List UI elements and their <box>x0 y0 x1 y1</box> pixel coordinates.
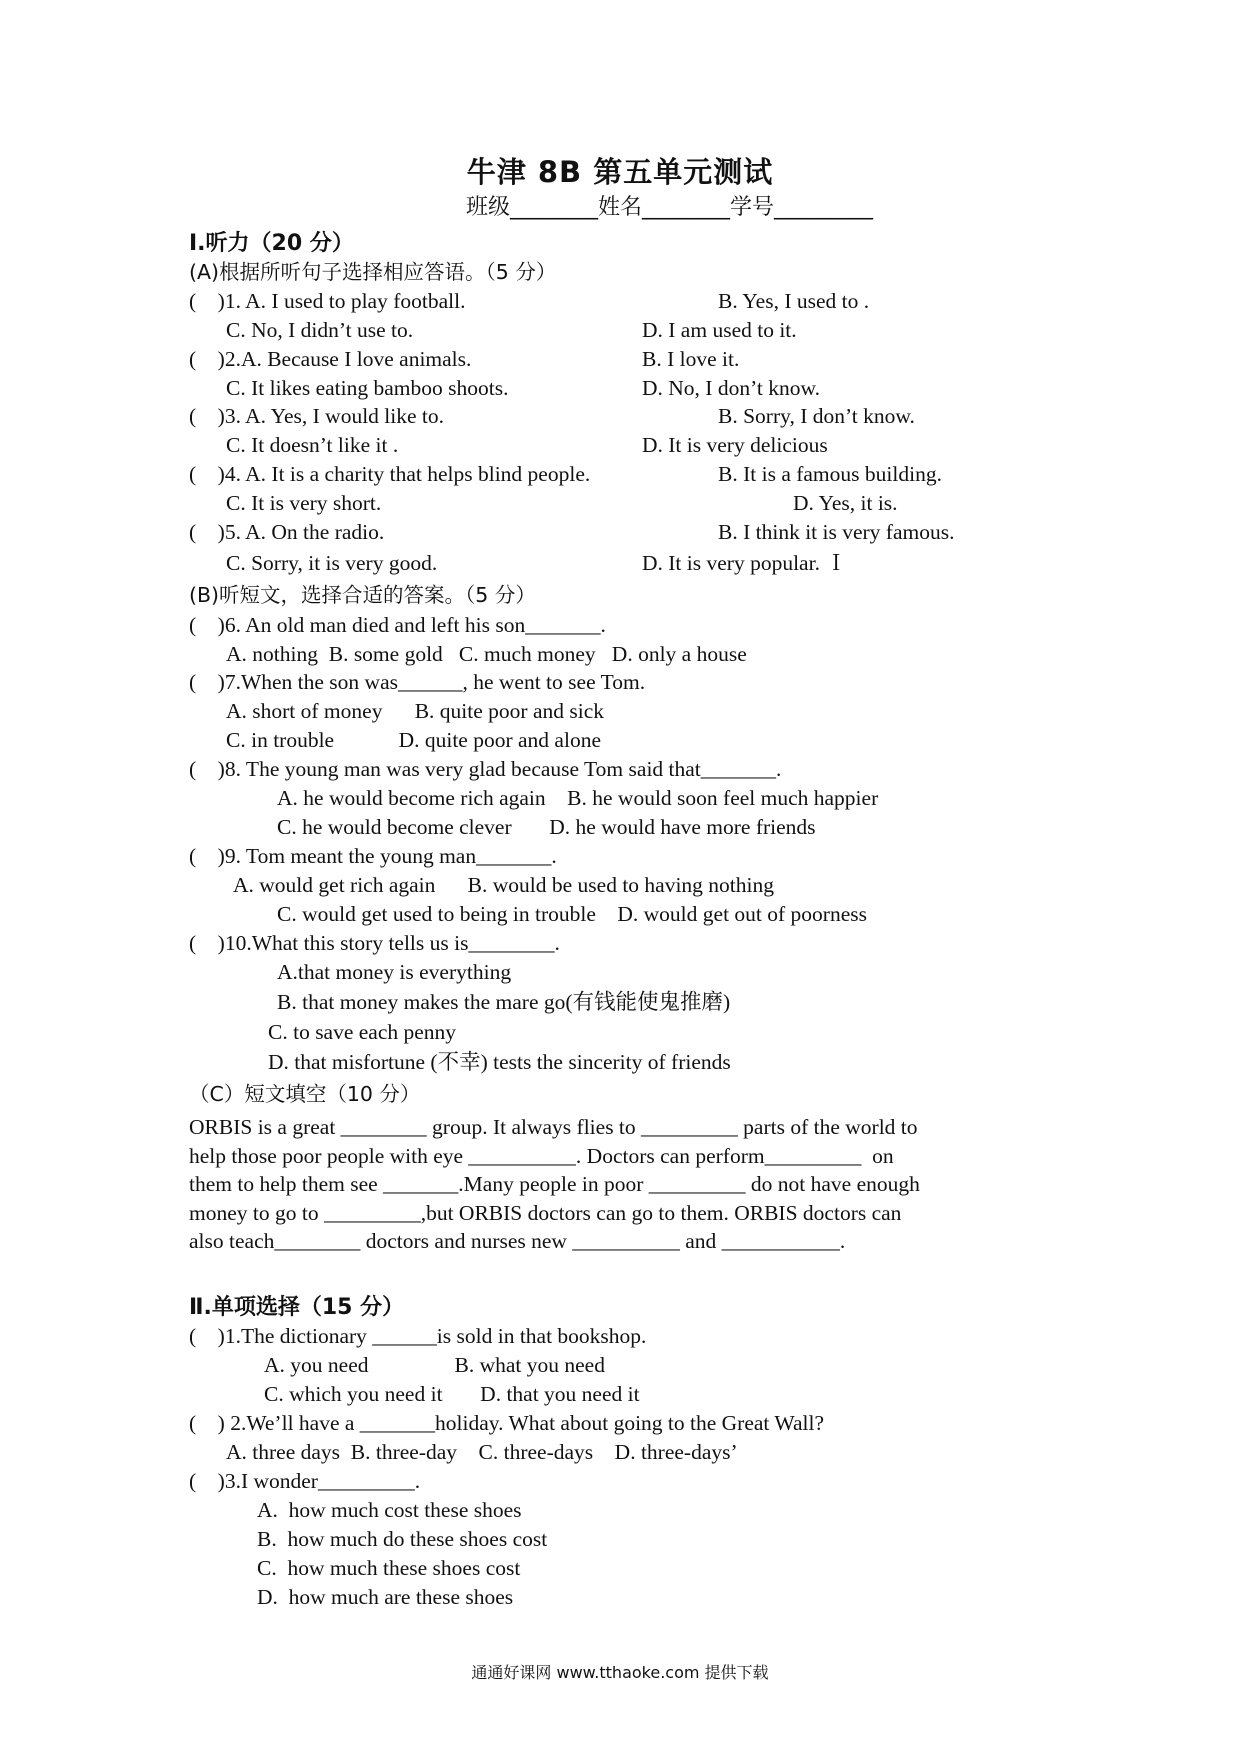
cloze-line: ORBIS is a great ________ group. It always flies to _________ parts of the world to <box>189 1115 918 1139</box>
section-2-heading: Ⅱ.单项选择（15 分） <box>189 1295 405 1320</box>
cloze-line: money to go to _________,but ORBIS doctors can go to them. ORBIS doctors can <box>189 1200 902 1225</box>
question-b6: ( )6. An old man died and left his son_______. <box>189 613 606 637</box>
question-a1-option-d: D. I am used to it. <box>642 318 797 342</box>
question-b7-options-2: C. in trouble D. quite poor and alone <box>226 728 601 752</box>
question-a5-option-b: B. I think it is very famous. <box>718 520 955 544</box>
question-a4-option-d: D. Yes, it is. <box>793 491 898 515</box>
question-b6-options: A. nothing B. some gold C. much money D. only a house <box>226 642 747 666</box>
question-2-2: ( ) 2.We’ll have a _______holiday. What about going to the Great Wall? <box>189 1411 824 1435</box>
question-b9-options-1: A. would get rich again B. would be used to having nothing <box>233 873 775 897</box>
question-b10-option-c: C. to save each penny <box>268 1020 457 1044</box>
question-2-1: ( )1.The dictionary ______is sold in that bookshop. <box>189 1324 647 1348</box>
question-a5-option-d: D. It is very popular. Ｉ <box>642 551 847 575</box>
question-a3-option-c: C. It doesn’t like it . <box>226 433 399 457</box>
question-a4: ( )4. A. It is a charity that helps blind people. <box>189 462 591 486</box>
question-a3-option-b: B. Sorry, I don’t know. <box>718 404 915 428</box>
footer-credit: 通通好课网 www.tthaoke.com 提供下载 <box>471 1663 769 1682</box>
question-2-3-option-c: C. how much these shoes cost <box>257 1556 521 1580</box>
part-c-heading: （C）短文填空（10 分） <box>189 1082 421 1106</box>
student-info-line: 班级________姓名________学号_________ <box>466 195 874 220</box>
part-a-heading: (A)根据所听句子选择相应答语。（5 分） <box>189 260 557 284</box>
question-a1-option-c: C. No, I didn’t use to. <box>226 318 414 342</box>
question-b8-options-1: A. he would become rich again B. he would soon feel much happier <box>277 786 879 810</box>
cloze-line: also teach________ doctors and nurses new __________ and ___________. <box>189 1229 846 1254</box>
question-2-3-option-b: B. how much do these shoes cost <box>257 1527 548 1551</box>
cloze-line: help those poor people with eye __________. Doctors can perform_________ on <box>189 1143 894 1168</box>
part-b-heading: (B)听短文，选择合适的答案。（5 分） <box>189 583 536 607</box>
question-a4-option-c: C. It is very short. <box>226 491 382 515</box>
cloze-passage <box>189 1113 1059 1256</box>
question-a3-option-d: D. It is very delicious <box>642 433 828 457</box>
question-b8-options-2: C. he would become clever D. he would have more friends <box>277 815 816 839</box>
question-2-3-option-d: D. how much are these shoes <box>257 1585 514 1609</box>
question-b7-options-1: A. short of money B. quite poor and sick <box>226 699 604 723</box>
question-b9-options-2: C. would get used to being in trouble D. would get out of poorness <box>277 902 867 926</box>
question-b9: ( )9. Tom meant the young man_______. <box>189 844 557 868</box>
question-a5-option-c: C. Sorry, it is very good. <box>226 551 438 575</box>
question-b10-option-b: B. that money makes the mare go(有钱能使鬼推磨) <box>277 990 731 1014</box>
question-a3: ( )3. A. Yes, I would like to. <box>189 404 445 428</box>
question-2-1-options-1: A. you need B. what you need <box>264 1353 605 1377</box>
question-2-3: ( )3.I wonder_________. <box>189 1469 421 1493</box>
question-2-3-option-a: A. how much cost these shoes <box>257 1498 522 1522</box>
question-2-2-options: A. three days B. three-day C. three-days D. three-days’ <box>226 1440 738 1464</box>
section-1-heading: Ⅰ.听力（20 分） <box>189 231 354 256</box>
question-b10-option-d: D. that misfortune (不幸) tests the sincerity of friends <box>268 1050 731 1074</box>
cloze-line: them to help them see _______.Many people in poor _________ do not have enough <box>189 1172 920 1197</box>
question-b8: ( )8. The young man was very glad because Tom said that_______. <box>189 757 782 781</box>
question-2-1-options-2: C. which you need it D. that you need it <box>264 1382 640 1406</box>
question-a1: ( )1. A. I used to play football. <box>189 289 466 313</box>
question-b10-option-a: A.that money is everything <box>277 960 512 984</box>
question-a4-option-b: B. It is a famous building. <box>718 462 942 486</box>
question-a2-option-d: D. No, I don’t know. <box>642 376 820 400</box>
question-a2-option-b: B. I love it. <box>642 347 740 371</box>
question-b7: ( )7.When the son was______, he went to see Tom. <box>189 670 646 694</box>
question-a2: ( )2.A. Because I love animals. <box>189 347 472 371</box>
question-b10: ( )10.What this story tells us is________. <box>189 931 560 955</box>
page-title: 牛津 8B 第五单元测试 <box>466 155 774 189</box>
question-a2-option-c: C. It likes eating bamboo shoots. <box>226 376 509 400</box>
question-a1-option-b: B. Yes, I used to . <box>718 289 870 313</box>
question-a5: ( )5. A. On the radio. <box>189 520 385 544</box>
